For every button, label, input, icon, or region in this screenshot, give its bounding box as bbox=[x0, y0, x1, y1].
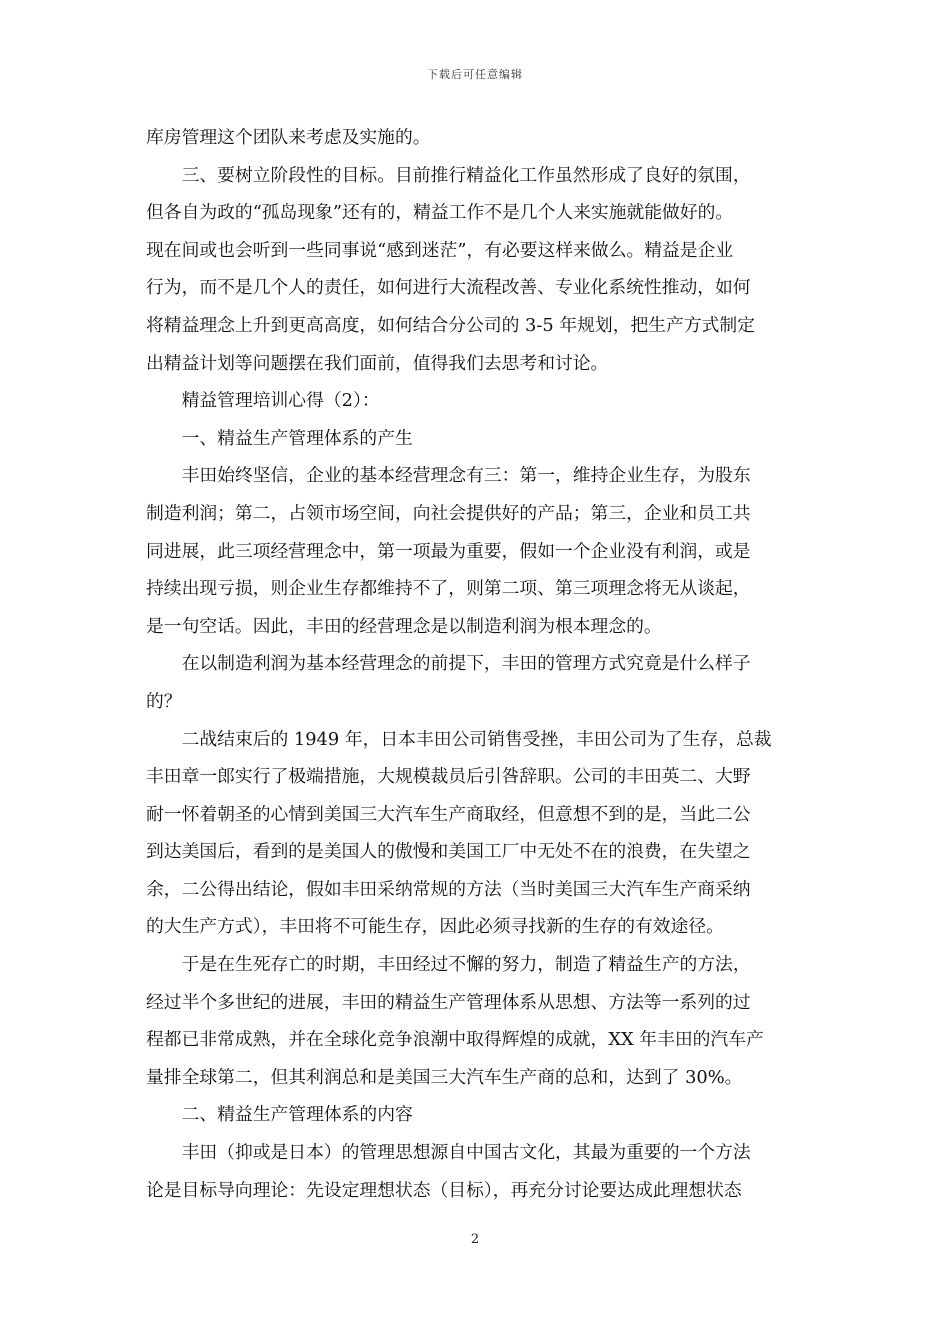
paragraph: 库房管理这个团队来考虑及实施的。 bbox=[146, 127, 431, 148]
paragraph: 于是在生死存亡的时期，丰田经过不懈的努力，制造了精益生产的方法， 经过半个多世纪的进展，丰田的精益生产管理体系从思想、方法等一系列的过 程都已非常成熟，并在全球化竞争浪潮中取得辉煌的成就，XX 年丰田的汽车产 量排全球第二，但其利润总和是美国三大汽车生产商的总和，达到了 30%。 bbox=[146, 954, 764, 1088]
section-heading: 二、精益生产管理体系的内容 bbox=[181, 1104, 413, 1126]
section-heading: 一、精益生产管理体系的产生 bbox=[181, 427, 413, 449]
page-number: 2 bbox=[470, 1232, 480, 1247]
section-heading: 精益管理培训心得（2）： bbox=[181, 390, 380, 412]
paragraph: 丰田始终坚信，企业的基本经营理念有三：第一，维持企业生存，为股东 制造利润；第二，占领市场空间，向社会提供好的产品；第三，企业和员工共 同进展，此三项经营理念中，第一项最为重要，假如一个企业没有利润，或是 持续出现亏损，则企业生存都维持不了，则第二项、第三项理念将无从谈起， 是一句空话。因此，丰田的经营理念是以制造利润为根本理念的。 bbox=[146, 465, 751, 637]
paragraph: 三、要树立阶段性的目标。目前推行精益化工作虽然形成了良好的氛围， 但各自为政的“孤岛现象”还有的，精益工作不是几个人来实施就能做好的。 现在间或也会听到一些同事说“感到迷茫”，有必要这样来做么。精益是企业 行为，而不是几个人的责任，如何进行大流程改善、专业化系统性推动，如何 将精益理念上升到更高高度，如何结合分公司的 3-5 年规划，把生产方式制定 出精益计划等问题摆在我们面前，值得我们去思考和讨论。 bbox=[146, 164, 755, 374]
paragraph: 二战结束后的 1949 年，日本丰田公司销售受挫，丰田公司为了生存，总裁 丰田章一郎实行了极端措施，大规模裁员后引咎辞职。公司的丰田英二、大野 耐一怀着朝圣的心情到美国三大汽车生产商取经，但意想不到的是，当此二公 到达美国后，看到的是美国人的傲慢和美国工厂中无处不在的浪费，在失望之 余，二公得出结论，假如丰田采纳常规的方法（当时美国三大汽车生产商采纳 的大生产方式），丰田将不可能生存，因此必须寻找新的生存的有效途径。 bbox=[146, 728, 772, 938]
document-body bbox=[146, 119, 806, 1209]
paragraph: 在以制造利润为基本经营理念的前提下，丰田的管理方式究竟是什么样子 的？ bbox=[146, 653, 751, 712]
paragraph: 丰田（抑或是日本）的管理思想源自中国古文化，其最为重要的一个方法 论是目标导向理论：先设定理想状态（目标），再充分讨论要达成此理想状态 bbox=[146, 1142, 751, 1201]
page-header: 下载后可任意编辑 bbox=[427, 68, 523, 81]
